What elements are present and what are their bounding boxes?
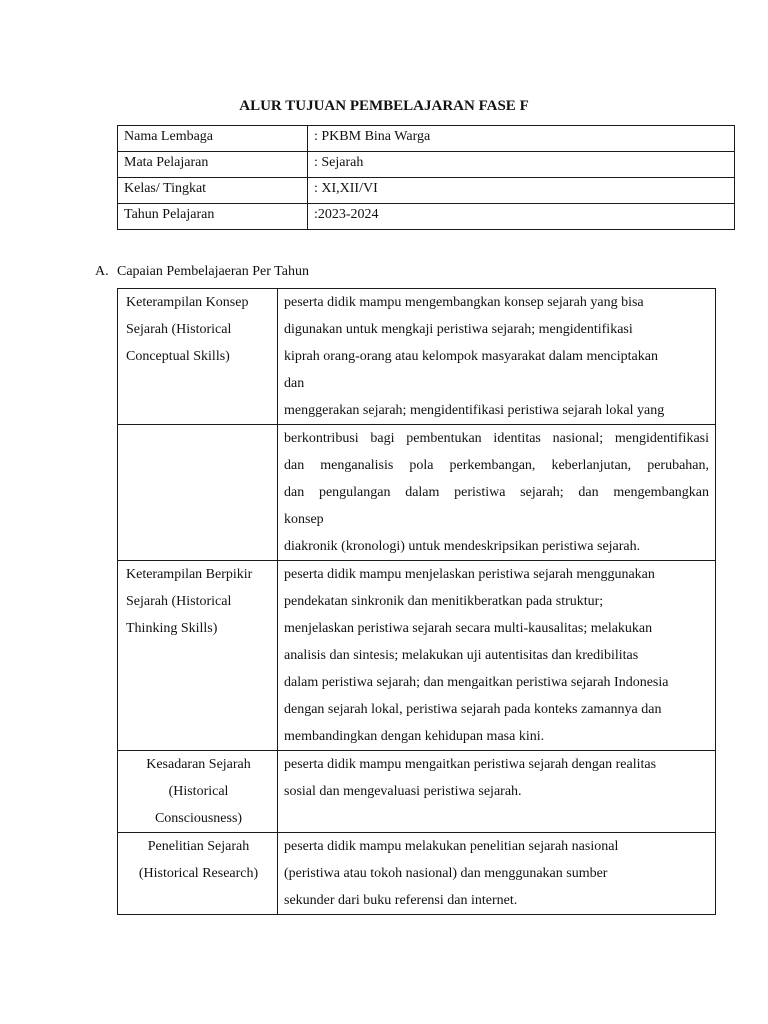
- identity-label: Kelas/ Tingkat: [118, 178, 308, 204]
- identity-label: Tahun Pelajaran: [118, 204, 308, 230]
- description-line: analisis dan sintesis; melakukan uji autentisitas dan kredibilitas: [284, 648, 639, 663]
- description-line: peserta didik mampu mengaitkan peristiwa sejarah dengan realitas: [284, 757, 657, 772]
- outcome-row-consciousness: [118, 751, 716, 833]
- description-line: dan: [284, 376, 305, 391]
- description-cell: [278, 833, 716, 915]
- identity-value: : XI,XII/VI: [308, 178, 735, 204]
- aspect-cell: [118, 833, 278, 915]
- outcome-row-research: [118, 833, 716, 915]
- section-heading-text: Capaian Pembelajaeran Per Tahun: [117, 264, 309, 279]
- aspect-line: (Historical Research): [138, 866, 259, 881]
- aspect-line: Conceptual Skills): [126, 349, 230, 364]
- description-line: kiprah orang-orang atau kelompok masyarakat dalam menciptakan: [284, 349, 658, 364]
- identity-value: : PKBM Bina Warga: [308, 126, 735, 152]
- description-cell: [278, 561, 716, 751]
- description-line: peserta didik mampu melakukan penelitian sejarah nasional: [284, 839, 619, 854]
- description-line: (peristiwa atau tokoh nasional) dan menggunakan sumber: [284, 866, 608, 881]
- description-line: konsep: [284, 512, 324, 527]
- aspect-cell: [118, 289, 278, 425]
- description-line: sekunder dari buku referensi dan internet.: [284, 893, 518, 908]
- outcome-row-thinking: [118, 561, 716, 751]
- aspect-cell-empty: [118, 425, 278, 561]
- outcome-row-conceptual-continued: [118, 425, 716, 561]
- aspect-cell: [118, 751, 278, 833]
- identity-row-subject: [118, 152, 735, 178]
- description-line: sosial dan mengevaluasi peristiwa sejarah.: [284, 784, 522, 799]
- aspect-line: Sejarah (Historical: [126, 594, 232, 609]
- section-marker: A.: [95, 264, 109, 279]
- description-cell: [278, 751, 716, 833]
- description-line: peserta didik mampu menjelaskan peristiwa sejarah menggunakan: [284, 567, 655, 582]
- identity-row-grade: [118, 178, 735, 204]
- description-line: dengan sejarah lokal, peristiwa sejarah pada konteks zamannya dan: [284, 702, 662, 717]
- aspect-line: Thinking Skills): [126, 621, 218, 636]
- identity-table: [117, 125, 735, 230]
- identity-row-institution: [118, 126, 735, 152]
- description-line: menjelaskan peristiwa sejarah secara multi-kausalitas; melakukan: [284, 621, 653, 636]
- aspect-line: (Historical: [168, 784, 229, 799]
- aspect-line: Kesadaran Sejarah: [146, 757, 251, 772]
- description-line: dan menganalisis pola perkembangan, keberlanjutan, perubahan,: [284, 458, 709, 473]
- identity-value: :2023-2024: [308, 204, 735, 230]
- identity-label: Mata Pelajaran: [118, 152, 308, 178]
- aspect-line: Keterampilan Konsep: [126, 295, 249, 310]
- identity-label: Nama Lembaga: [118, 126, 308, 152]
- identity-value: : Sejarah: [308, 152, 735, 178]
- outcome-row-conceptual: [118, 289, 716, 425]
- aspect-cell: [118, 561, 278, 751]
- section-a-heading: [95, 262, 309, 282]
- description-line: membandingkan dengan kehidupan masa kini.: [284, 729, 545, 744]
- description-cell: [278, 289, 716, 425]
- description-line: berkontribusi bagi pembentukan identitas nasional; mengidentifikasi: [284, 431, 709, 446]
- aspect-line: Penelitian Sejarah: [147, 839, 250, 854]
- description-line: peserta didik mampu mengembangkan konsep sejarah yang bisa: [284, 295, 644, 310]
- aspect-line: Keterampilan Berpikir: [126, 567, 253, 582]
- aspect-line: Sejarah (Historical: [126, 322, 232, 337]
- description-line: dalam peristiwa sejarah; dan mengaitkan peristiwa sejarah Indonesia: [284, 675, 669, 690]
- learning-outcomes-table: [117, 288, 716, 915]
- description-line: digunakan untuk mengkaji peristiwa sejarah; mengidentifikasi: [284, 322, 633, 337]
- description-line: menggerakan sejarah; mengidentifikasi peristiwa sejarah lokal yang: [284, 403, 665, 418]
- identity-row-school-year: [118, 204, 735, 230]
- document-title: ALUR TUJUAN PEMBELAJARAN FASE F: [239, 98, 529, 114]
- aspect-line: Consciousness): [154, 811, 243, 826]
- description-cell: [278, 425, 716, 561]
- description-line: pendekatan sinkronik dan menitikberatkan pada struktur;: [284, 594, 604, 609]
- description-line: diakronik (kronologi) untuk mendeskripsikan peristiwa sejarah.: [284, 539, 641, 554]
- description-line: dan pengulangan dalam peristiwa sejarah; dan mengembangkan: [284, 485, 709, 500]
